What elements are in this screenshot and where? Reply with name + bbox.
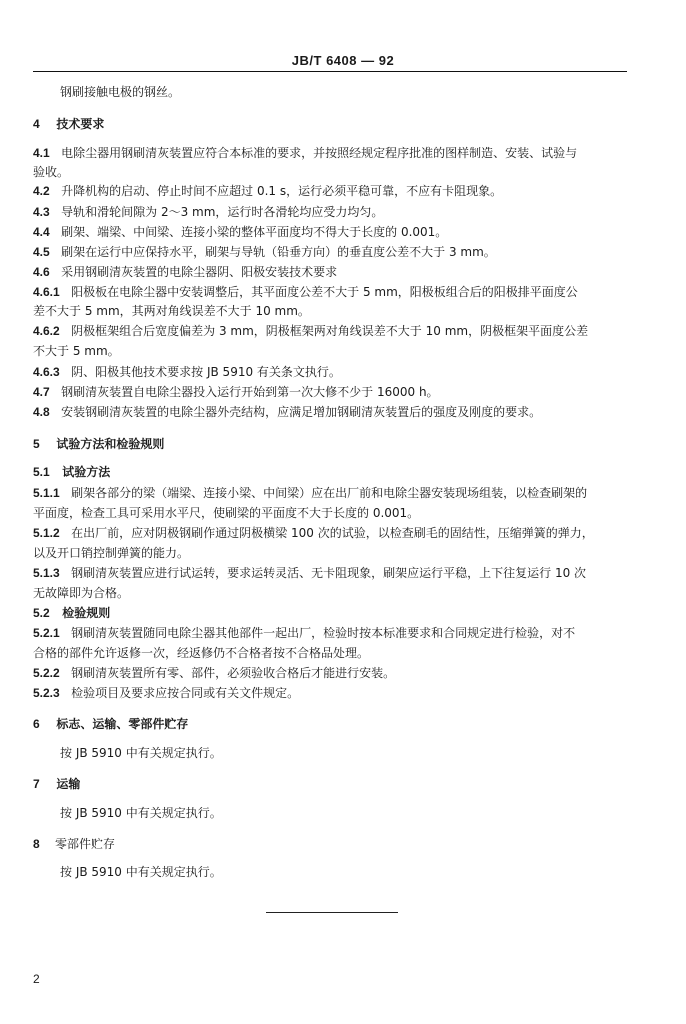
section-number: 6 — [33, 717, 40, 731]
section-title: 试验方法和检验规则 — [56, 437, 165, 451]
section-heading-7 — [33, 776, 80, 792]
clause-5-1-1 — [33, 485, 587, 501]
clause-number: 4.6.3 — [33, 365, 60, 379]
clause-4-8 — [33, 404, 541, 420]
clause-text: 导轨和滑轮间隙为 2～3 mm，运行时各滑轮均应受力均匀。 — [61, 205, 384, 219]
clause-text: 钢刷清灰装置自电除尘器投入运行开始到第一次大修不少于 16000 h。 — [61, 385, 439, 399]
text-line: 钢刷接触电极的钢丝。 — [60, 85, 181, 99]
text-line: 按 JB 5910 中有关规定执行。 — [60, 806, 222, 820]
clause-4-5 — [33, 244, 496, 260]
clause-number: 4.2 — [33, 184, 50, 198]
subsection-title: 检验规则 — [62, 606, 111, 620]
page-number: 2 — [33, 972, 40, 986]
clause-5-1-3 — [33, 565, 586, 581]
clause-number: 4.3 — [33, 205, 50, 219]
clause-text: 钢刷清灰装置应进行试运转，要求运转灵活、无卡阻现象，刷架应运行平稳，上下往复运行 10 次 — [71, 566, 587, 580]
text-line: 验收。 — [33, 165, 70, 179]
subsection-title: 试验方法 — [62, 465, 111, 479]
clause-text: 刷架在运行中应保持水平，刷架与导轨（铅垂方向）的垂直度公差不大于 3 mm。 — [61, 245, 496, 259]
text-line: 不大于 5 mm。 — [33, 344, 120, 358]
clause-text: 钢刷清灰装置所有零、部件，必须验收合格后才能进行安装。 — [71, 666, 396, 680]
clause-text: 安装钢刷清灰装置的电除尘器外壳结构，应满足增加钢刷清灰装置后的强度及刚度的要求。 — [61, 405, 542, 419]
text-line: 按 JB 5910 中有关规定执行。 — [60, 865, 222, 879]
clause-text: 采用钢刷清灰装置的电除尘器阴、阳极安装技术要求 — [61, 265, 338, 279]
clause-4-6-2 — [33, 323, 588, 339]
clause-number: 4.6 — [33, 265, 50, 279]
clause-4-1 — [33, 145, 577, 161]
text-line: 以及开口销控制弹簧的能力。 — [33, 546, 190, 560]
clause-number: 4.5 — [33, 245, 50, 259]
clause-number: 5.2.2 — [33, 666, 60, 680]
section-number: 7 — [33, 777, 40, 791]
clause-number: 4.6.2 — [33, 324, 60, 338]
clause-text: 钢刷清灰装置随同电除尘器其他部件一起出厂，检验时按本标准要求和合同规定进行检验，对不 — [71, 626, 576, 640]
section-heading-4 — [33, 116, 104, 132]
clause-4-4 — [33, 224, 447, 240]
text-line: 合格的部件允许返修一次，经返修仍不合格者按不合格品处理。 — [33, 646, 370, 660]
subsection-heading-5-2 — [33, 605, 110, 621]
section-number: 5 — [33, 437, 40, 451]
clause-4-7 — [33, 384, 439, 400]
clause-text: 刷架各部分的梁（端梁、连接小梁、中间梁）应在出厂前和电除尘器安装现场组装，以检查刷架的 — [71, 486, 588, 500]
subsection-heading-5-1 — [33, 464, 110, 480]
section-title: 运输 — [56, 777, 81, 791]
clause-number: 4.7 — [33, 385, 50, 399]
section-number: 8 — [33, 837, 40, 851]
clause-number: 5.2.1 — [33, 626, 60, 640]
clause-text: 阴、阳极其他技术要求按 JB 5910 有关条文执行。 — [71, 365, 341, 379]
clause-4-2 — [33, 183, 502, 199]
clause-text: 阴极框架组合后宽度偏差为 3 mm，阴极框架两对角线误差不大于 10 mm，阴极框架平面度公差 — [71, 324, 589, 338]
clause-number: 4.6.1 — [33, 285, 60, 299]
text-line: 无故障即为合格。 — [33, 586, 130, 600]
clause-5-2-3 — [33, 685, 299, 701]
clause-5-2-1 — [33, 625, 575, 641]
section-heading-8 — [33, 836, 115, 852]
section-title: 标志、运输、零部件贮存 — [56, 717, 189, 731]
text-line: 平面度，检查工具可采用水平尺，使刷梁的平面度不大于长度的 0.001。 — [33, 506, 420, 520]
document-code-header: JB/T 6408 — 92 — [291, 53, 395, 68]
section-number: 4 — [33, 117, 40, 131]
clause-number: 4.8 — [33, 405, 50, 419]
clause-text: 电除尘器用钢刷清灰装置应符合本标准的要求，并按照经规定程序批准的图样制造、安装、试验与 — [61, 146, 578, 160]
end-of-document-rule — [266, 912, 398, 913]
clause-4-6-3 — [33, 364, 341, 380]
section-title: 零部件贮存 — [54, 837, 115, 851]
section-heading-6 — [33, 716, 188, 732]
clause-number: 5.1.3 — [33, 566, 60, 580]
section-title: 技术要求 — [56, 117, 105, 131]
clause-text: 检验项目及要求应按合同或有关文件规定。 — [71, 686, 300, 700]
clause-4-6 — [33, 264, 337, 280]
clause-number: 4.1 — [33, 146, 50, 160]
clause-number: 5.2.3 — [33, 686, 60, 700]
clause-text: 升降机构的启动、停止时间不应超过 0.1 s，运行必须平稳可靠，不应有卡阻现象。 — [61, 184, 503, 198]
clause-text: 在出厂前，应对阴极钢刷作通过阴极横梁 100 次的试验，以检查刷毛的固结性，压缩弹簧的弹力， — [71, 526, 594, 540]
clause-number: 4.4 — [33, 225, 50, 239]
clause-number: 5.1.1 — [33, 486, 60, 500]
text-line: 差不大于 5 mm，其两对角线误差不大于 10 mm。 — [33, 304, 310, 318]
clause-text: 阳极板在电除尘器中安装调整后，其平面度公差不大于 5 mm，阳极板组合后的阳极排平面度公 — [71, 285, 578, 299]
header-rule — [33, 71, 627, 72]
clause-4-6-1 — [33, 284, 578, 300]
clause-number: 5.2 — [33, 606, 50, 620]
text-line: 按 JB 5910 中有关规定执行。 — [60, 746, 222, 760]
clause-number: 5.1 — [33, 465, 50, 479]
clause-number: 5.1.2 — [33, 526, 60, 540]
clause-4-3 — [33, 204, 383, 220]
section-heading-5 — [33, 436, 164, 452]
clause-text: 刷架、端梁、中间梁、连接小梁的整体平面度均不得大于长度的 0.001。 — [61, 225, 448, 239]
clause-5-1-2 — [33, 525, 594, 541]
clause-5-2-2 — [33, 665, 395, 681]
